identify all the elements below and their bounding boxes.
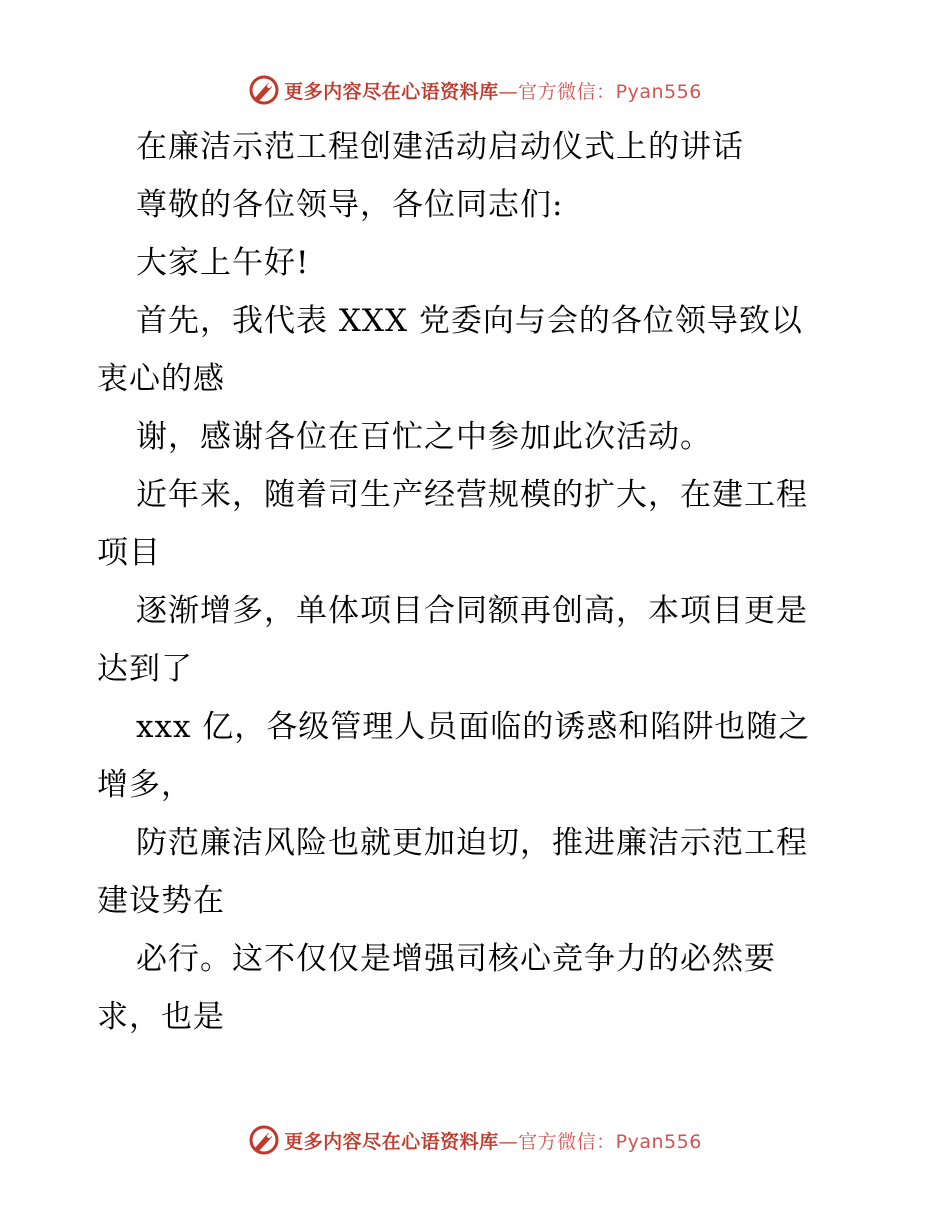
paragraph-line: 必行。这不仅仅是增强司核心竞争力的必然要	[136, 941, 776, 977]
paragraph-line: 在廉洁示范工程创建活动启动仪式上的讲话	[136, 129, 744, 165]
paragraph-line: 求，也是	[97, 999, 225, 1035]
paragraph-line: 增多，	[97, 767, 193, 803]
paragraph-line: 达到了	[97, 651, 193, 687]
pen-nib-logo-icon	[248, 74, 280, 106]
banner-wechat: 官方微信：Pyan556	[518, 1130, 702, 1153]
paragraph-line: 近年来，随着司生产经营规模的扩大，在建工程	[136, 477, 808, 513]
banner-dash: —	[498, 1130, 519, 1153]
pen-nib-logo-icon	[248, 1124, 280, 1156]
paragraph-line: 逐渐增多，单体项目合同额再创高，本项目更是	[136, 593, 808, 629]
banner-text	[284, 1127, 702, 1154]
banner-brand: 更多内容尽在心语资料库	[284, 80, 499, 103]
paragraph-line: xxx 亿，各级管理人员面临的诱惑和陷阱也随之	[136, 709, 811, 745]
paragraph-line: 首先，我代表 XXX 党委向与会的各位领导致以	[136, 303, 803, 339]
paragraph-line: 建设势在	[97, 883, 225, 919]
document-body	[97, 118, 857, 1046]
header-banner	[0, 70, 950, 110]
banner-text	[284, 77, 702, 104]
paragraph-line: 尊敬的各位领导，各位同志们:	[136, 187, 564, 223]
paragraph-line: 项目	[97, 535, 161, 571]
banner-wechat: 官方微信：Pyan556	[518, 80, 702, 103]
paragraph-line: 大家上午好!	[136, 245, 310, 281]
paragraph-line: 衷心的感	[97, 361, 225, 397]
footer-banner	[0, 1120, 950, 1160]
paragraph-line: 防范廉洁风险也就更加迫切，推进廉洁示范工程	[136, 825, 808, 861]
banner-brand: 更多内容尽在心语资料库	[284, 1130, 499, 1153]
banner-dash: —	[498, 80, 519, 103]
paragraph-line: 谢，感谢各位在百忙之中参加此次活动。	[136, 419, 712, 455]
